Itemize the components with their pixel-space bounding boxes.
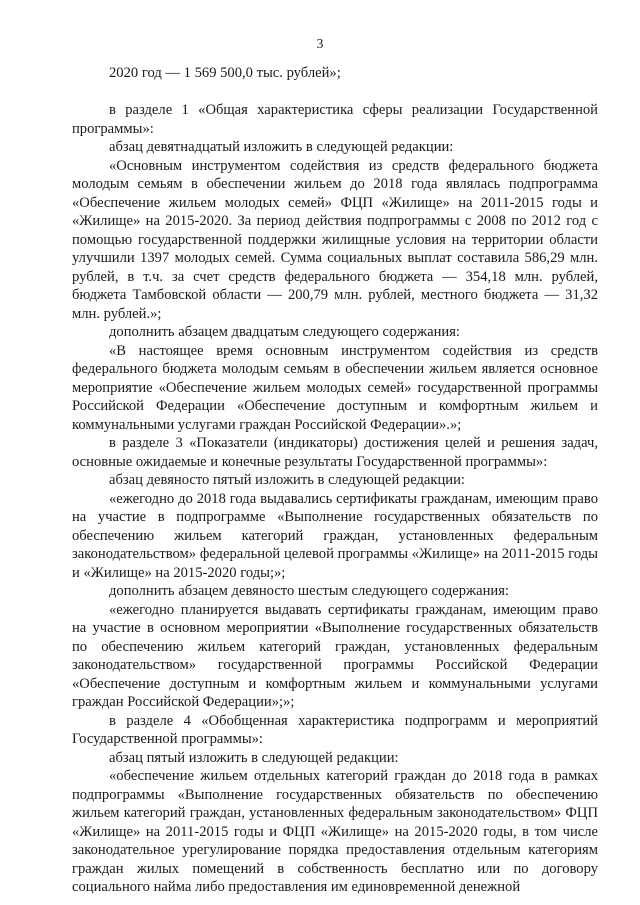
paragraph-11: «ежегодно планируется выдавать сертификаты гражданам, имеющим право на участие в основном мероприятии «Выполнение государственных обязательств по обеспечению жильем категорий граждан, установленных федеральным законодательством» государственной программы Российской Федерации «Обеспечение доступным и комфортным жильем и коммунальными услугами граждан Российской Федерации»;»; bbox=[72, 601, 598, 710]
paragraph-12: в разделе 4 «Обобщенная характеристика подпрограмм и мероприятий Государственной программы»: bbox=[72, 712, 598, 747]
paragraph-8: абзац девяносто пятый изложить в следующей редакции: bbox=[109, 472, 465, 488]
paragraph-13: абзац пятый изложить в следующей редакции: bbox=[109, 749, 399, 766]
paragraph-9: «ежегодно до 2018 года выдавались сертификаты гражданам, имеющим право на участие в подпрограмме «Выполнение государственных обязательств по обеспечению жильем категорий граждан, установленных федеральным законодательством» федеральной целевой программы «Жилище» на 2011-2015 годы и «Жилище» на 2015-2020 годы;»; bbox=[72, 490, 598, 581]
paragraph-10: дополнить абзацем девяносто шестым следующего содержания: bbox=[109, 583, 510, 599]
paragraph-3: абзац девятнадцатый изложить в следующей редакции: bbox=[109, 139, 454, 155]
document-body bbox=[72, 64, 598, 897]
paragraph-6: «В настоящее время основным инструментом содействия из средств федерального бюджета молодым семьям в обеспечении жильем является основное мероприятие «Обеспечение жильем молодых семей» государственной программы Российской Федерации «Обеспечение доступным и комфортным жильем и коммунальными услугами граждан Российской Федерации».»; bbox=[72, 342, 598, 433]
page-number: 3 bbox=[316, 36, 324, 51]
paragraph-5: дополнить абзацем двадцатым следующего содержания: bbox=[109, 324, 460, 340]
paragraph-14: «обеспечение жильем отдельных категорий граждан до 2018 года в рамках подпрограммы «Выполнение государственных обязательств по обеспечению жильем категорий граждан, установленных федеральным законодательством» ФЦП «Жилище» на 2011-2015 годы и ФЦП «Жилище» на 2015-2020 годы, в том числе законодательное урегулирование порядка предоставления отдельным категориям граждан жилых помещений в собственность бесплатно или по договору социального найма либо предоставления им единовременной денежной bbox=[72, 768, 598, 895]
paragraph-4: «Основным инструментом содействия из средств федерального бюджета молодым семьям в обеспечении жильем до 2018 года являлась подпрограмма «Обеспечение жильем молодых семей» ФЦП «Жилище» на 2011-2015 годы и «Жилище» на 2015-2020. За период действия подпрограммы с 2008 по 2012 год с помощью государственной поддержки жилищные условия на территории области улучшили 1397 молодых семей. Сумма социальных выплат составила 586,29 млн. рублей, в т.ч. за счет средств федерального бюджета — 354,18 млн. рублей, бюджета Тамбовской области — 200,79 млн. рублей, местного бюджета — 31,32 млн. рублей.»; bbox=[72, 157, 598, 322]
paragraph-2: в разделе 1 «Общая характеристика сферы реализации Государственной программы»: bbox=[72, 102, 598, 137]
paragraph-7: в разделе 3 «Показатели (индикаторы) достижения целей и решения задач, основные ожидаемые и конечные результаты Государственной программы»: bbox=[72, 435, 598, 470]
paragraph-1: 2020 год — 1 569 500,0 тыс. рублей»; bbox=[109, 65, 341, 81]
